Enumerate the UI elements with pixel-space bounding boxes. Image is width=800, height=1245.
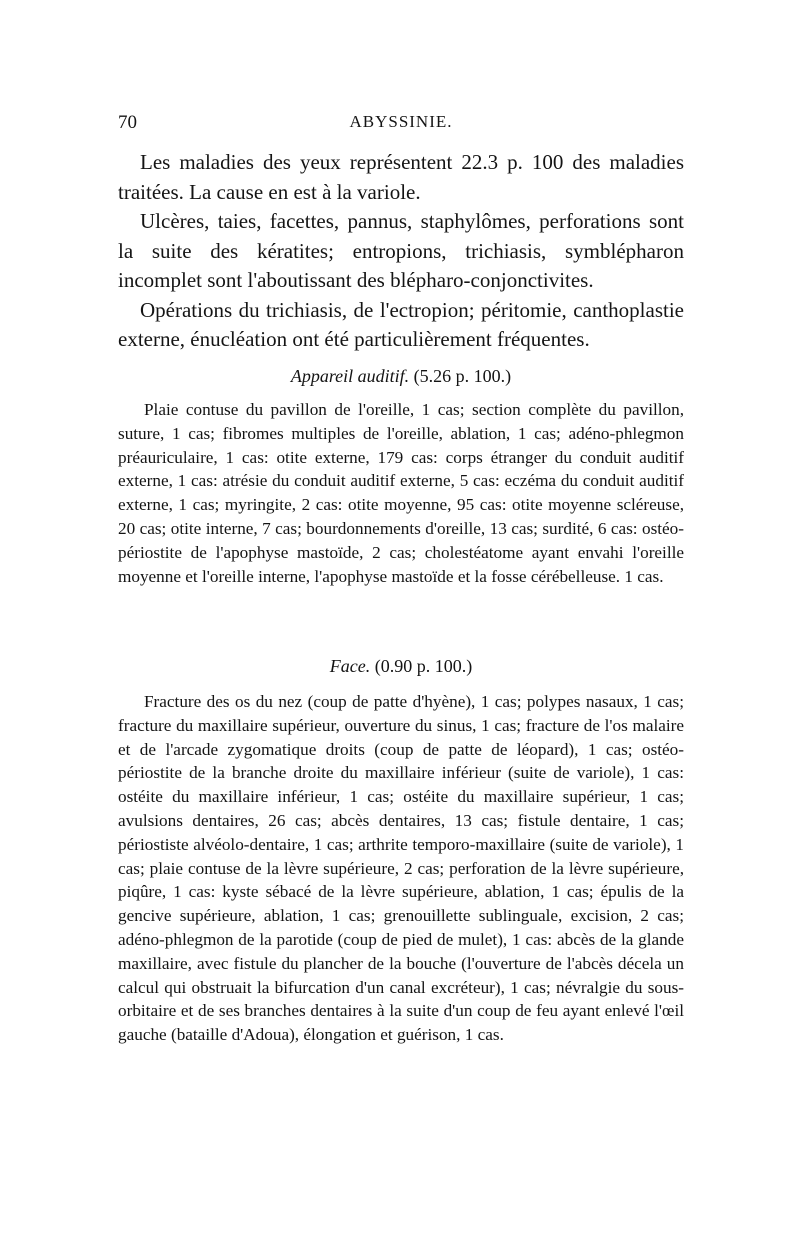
section-heading-ear <box>118 366 684 387</box>
heading-title: Appareil auditif. <box>290 366 410 386</box>
heading-value: (0.90 p. 100.) <box>374 656 473 676</box>
heading-title: Face. <box>329 656 371 676</box>
paragraph: Opérations du trichiasis, de l'ectropion; péritomie, canthoplastie externe, énucléation ont été particulièrement fréquentes. <box>118 297 684 351</box>
ear-section-body <box>118 398 684 588</box>
face-section-body <box>118 690 684 1047</box>
page-header <box>118 112 684 136</box>
heading-value: (5.26 p. 100.) <box>413 366 512 386</box>
section-heading-face <box>118 656 684 677</box>
running-title: ABYSSINIE. <box>349 112 453 131</box>
eye-diseases-section <box>118 148 684 355</box>
page-number: 70 <box>118 112 137 133</box>
paragraph: Ulcères, taies, facettes, pannus, staphylômes, perforations sont la suite des kératites; entropions, trichiasis, symblépharon incomplet sont l'aboutissant des blépharo-conjonctivites. <box>118 209 684 292</box>
paragraph: Les maladies des yeux représentent 22.3 p. 100 des maladies traitées. La cause en est à la variole. <box>118 150 684 204</box>
paragraph: Fracture des os du nez (coup de patte d'hyène), 1 cas; polypes nasaux, 1 cas; fracture du maxillaire supérieur, ouverture du sinus, 1 cas; fracture de l'os malaire et de l'arcade zygomatique droits (coup de patte de léopard), 1 cas; ostéo-périostite de la branche droite du maxillaire inférieur (suite de variole), 1 cas: ostéite du maxillaire inférieur, 1 cas; ostéite du maxillaire supérieur, 1 cas; avulsions dentaires, 26 cas; abcès dentaires, 13 cas; fistule dentaire, 1 cas; périostiste alvéolo-dentaire, 1 cas; arthrite temporo-maxillaire (suite de variole), 1 cas; plaie contuse de la lèvre supérieure, 2 cas; perforation de la lèvre supérieure, piqûre, 1 cas: kyste sébacé de la lèvre supérieure, ablation, 1 cas; épulis de la gencive supérieure, ablation, 1 cas; grenouillette sublinguale, excision, 2 cas; adéno-phlegmon de la parotide (coup de pied de mulet), 1 cas: abcès de la glande maxillaire, avec fistule du plancher de la bouche (l'ouverture de l'abcès décela un calcul qui obstruait la bifurcation d'un canal excréteur), 1 cas; névralgie du sous-orbitaire et de ses branches dentaires à la suite d'un coup de feu ayant enlevé l'œil gauche (bataille d'Adoua), élongation et guérison, 1 cas. <box>118 692 684 1045</box>
paragraph: Plaie contuse du pavillon de l'oreille, 1 cas; section complète du pavillon, suture, 1 cas; fibromes multiples de l'oreille, ablation, 1 cas; adéno-phlegmon préauriculaire, 1 cas: otite externe, 179 cas: corps étranger du conduit auditif externe, 1 cas: atrésie du conduit auditif externe, 5 cas: eczéma du conduit auditif externe, 1 cas; myringite, 2 cas: otite moyenne, 95 cas: otite moyenne scléreuse, 20 cas; otite interne, 7 cas; bourdonnements d'oreille, 13 cas; surdité, 6 cas: ostéo-périostite de l'apophyse mastoïde, 2 cas; cholestéatome ayant envahi l'oreille moyenne et l'oreille interne, l'apophyse mastoïde et la fosse cérébelleuse. 1 cas. <box>118 400 684 586</box>
